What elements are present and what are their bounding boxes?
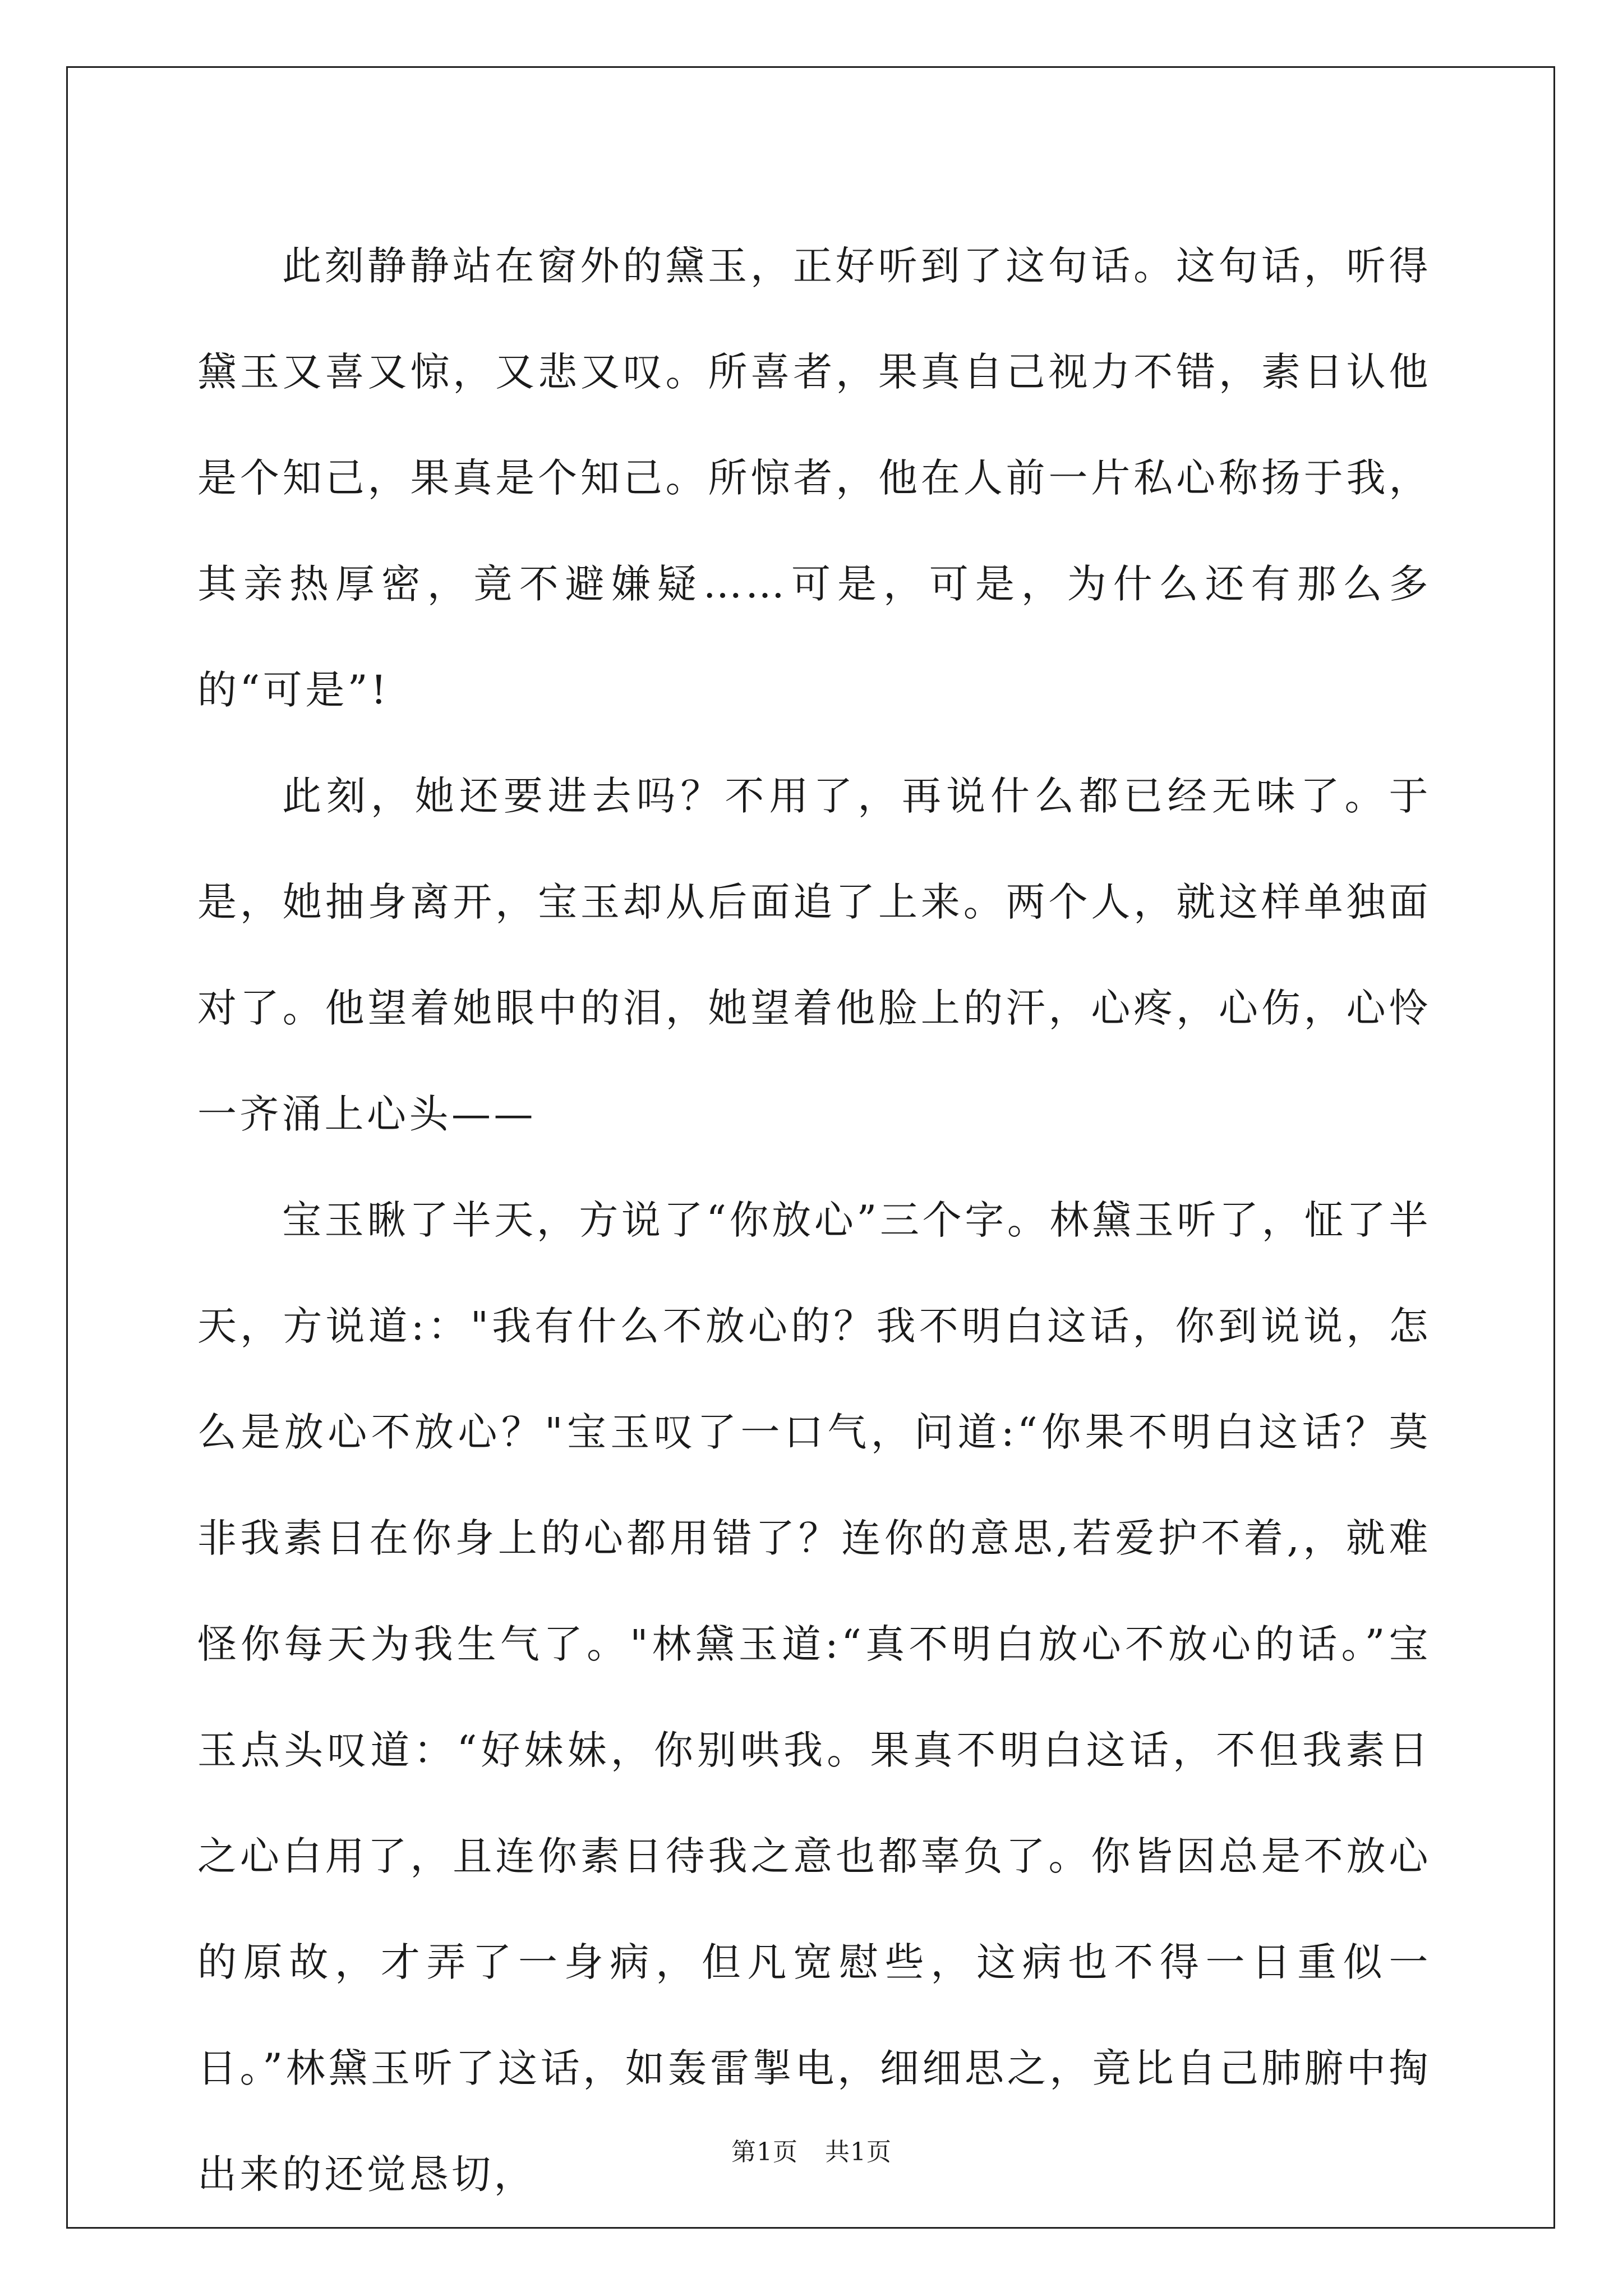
page-footer — [0, 2132, 1623, 2168]
paragraph-3: 宝玉瞅了半天，方说了“你放心”三个字。林黛玉听了，怔了半天，方说道:："我有什么不放心的？我不明白这话，你到说说，怎么是放心不放心？"宝玉叹了一口气，问道:“你果不明白这话？莫非我素日在你身上的心都用错了？连你的意思,若爱护不着,，就难怪你每天为我生气了。"林黛玉道:“真不明白放心不放心的话。”宝玉点头叹道：“好妹妹，你别哄我。果真不明白这话，不但我素日之心白用了，且连你素日待我之意也都辜负了。你皆因总是不放心的原故，才弄了一身病，但凡宽慰些，这病也不得一日重似一日。”林黛玉听了这话，如轰雷掣电，细细思之，竟比自己肺腑中掏出来的还觉恳切， — [197, 1197, 1431, 2197]
page-number: 第1页 — [731, 2138, 798, 2166]
document-body — [197, 213, 1431, 2228]
paragraph-1: 此刻静静站在窗外的黛玉，正好听到了这句话。这句话，听得黛玉又喜又惊，又悲又叹。所喜者，果真自己视力不错，素日认他是个知己，果真是个知己。所惊者，他在人前一片私心称扬于我，其亲热厚密，竟不避嫌疑……可是，可是，为什么还有那么多的“可是”! — [197, 243, 1431, 713]
paragraph-2: 此刻，她还要进去吗？不用了，再说什么都已经无味了。于是，她抽身离开，宝玉却从后面追了上来。两个人，就这样单独面对了。他望着她眼中的泪，她望着他脸上的汗，心疼，心伤，心怜一齐涌上心头—— — [197, 773, 1431, 1137]
page-total: 共1页 — [825, 2138, 892, 2166]
